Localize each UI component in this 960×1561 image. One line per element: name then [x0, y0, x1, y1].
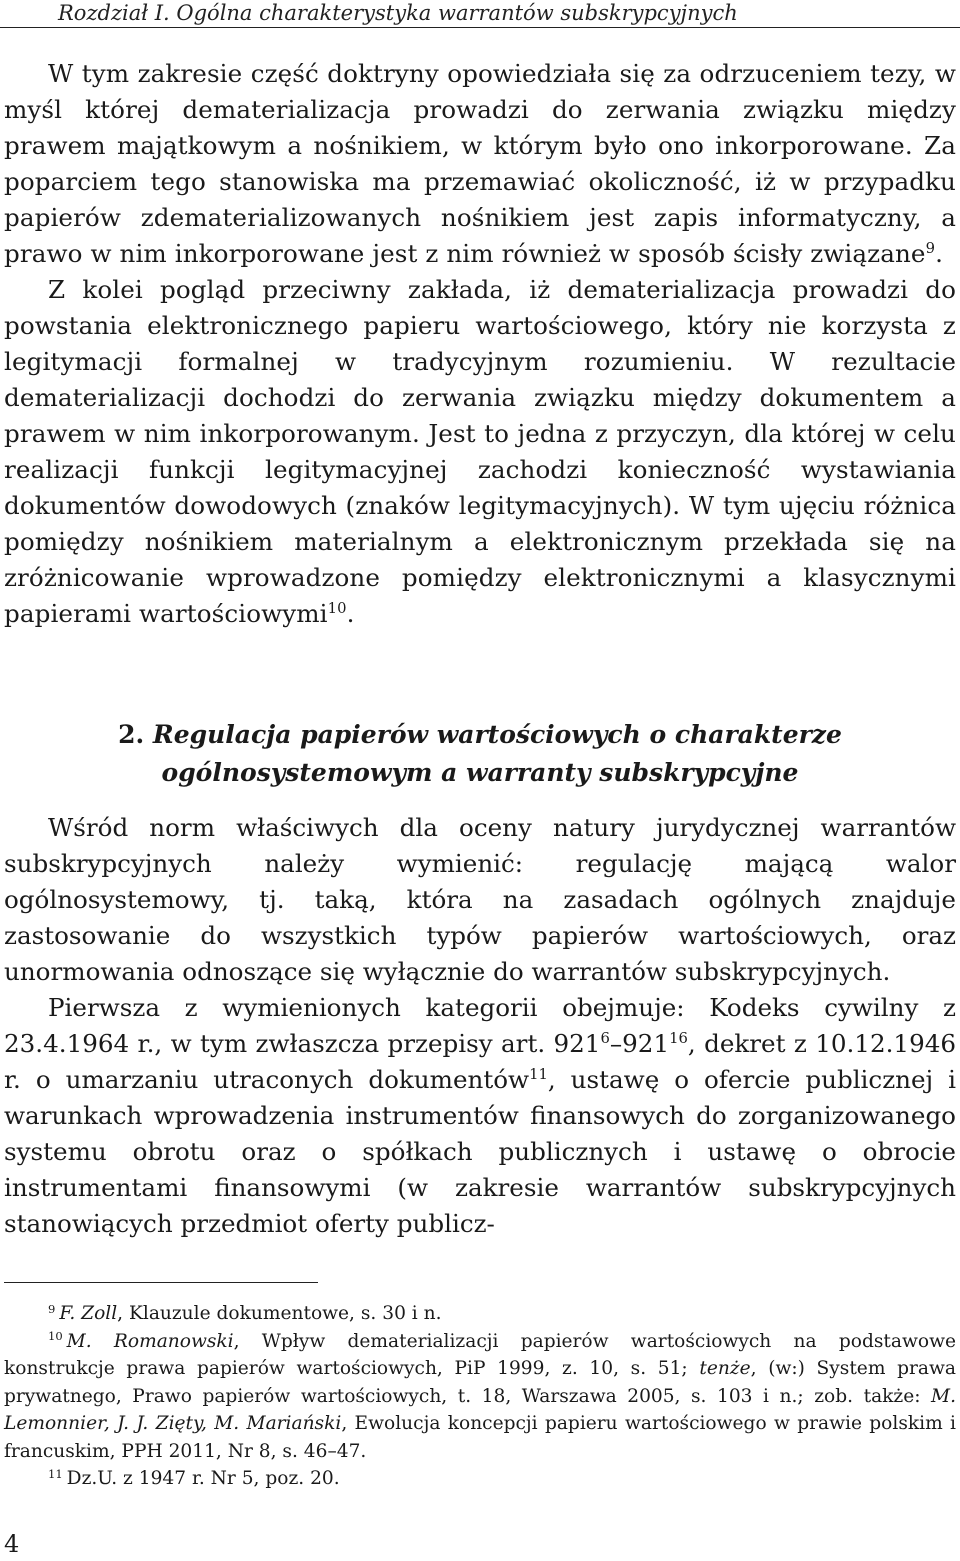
paragraph-4: Pierwsza z wymienionych kategorii obejmuje: Kodeks cywilny z 23.4.1964 r., w tym zwłaszcza przepisy art. $921^6-921^{16}$, dekret z 10.12.1946 r. o umarzaniu utraconych dokumentów$^{11}$, ustawę o ofercie publicznej i warunkach wprowadzenia instrumentów finansowych do zorganizowanego systemu obrotu oraz o spółkach publicznych i ustawę o obrocie instrumentami finansowymi (w zakresie warrantów subskrypcyjnych stanowiących przedmiot oferty publicz- — [4, 993, 957, 1238]
footnote-ref-9[interactable]: 9 — [925, 240, 936, 258]
footnote-10: $^{10}$ M. Romanowski, Wpływ dematerializacji papierów wartościowych na podstawowe konstrukcje prawa papierów wartościowych, PiP 1999, z. 10, s. 51; tenże, (w:) System prawa prywatnego, Prawo papierów wartościowych, t. 18, Warszawa 2005, s. 103 i n.; zob. także: M. Lemonnier, J. J. Zięty, M. Mariański, Ewolucja koncepcji papieru wartościowego w prawie polskim i francuskim, PPH 2011, Nr 8, s. 46–47. — [4, 1329, 956, 1462]
footnote-divider — [4, 1282, 318, 1283]
section-title-line-2: ogólnosystemowym a warranty subskrypcyjne — [161, 758, 799, 787]
footnote-11: $^{11}$ Dz.U. z 1947 r. Nr 5, poz. 20. — [48, 1466, 340, 1489]
footnote-9: $^9$ F. Zoll, Klauzule dokumentowe, s. 30 i n. — [48, 1301, 442, 1324]
footnote-ref-11[interactable]: 11 — [529, 1066, 548, 1084]
footnote-ref-10[interactable]: 10 — [327, 600, 347, 618]
footnotes — [4, 1300, 956, 1493]
paragraph-3: Wśród norm właściwych dla oceny natury jurydycznej warrantów subskrypcyjnych należy wymienić: regulację mającą walor ogólnosystemowy, tj. taką, która na zasadach ogólnych znajduje zastosowanie do wszystkich typów papierów wartościowych, oraz unormowania odnoszące się wyłącznie do warrantów subskrypcyjnych. — [4, 813, 956, 986]
body-text-lower — [4, 810, 956, 1242]
paragraph-1: W tym zakresie część doktryny opowiedziała się za odrzuceniem tezy, w myśl której dematerializacja prowadzi do zerwania związku między prawem majątkowym a nośnikiem, w którym było ono inkorporowane. Za poparciem tego stanowiska ma przemawiać okoliczność, iż w przypadku papierów zdematerializowanych nośnikiem jest zapis informatyczny, a prawo w nim inkorporowane jest z nim również w sposób ścisły związane$^9$. — [4, 59, 956, 268]
paragraph-2: Z kolei pogląd przeciwny zakłada, iż dematerializacja prowadzi do powstania elektronicznego papieru wartościowego, który nie korzysta z legitymacji formalnej w tradycyjnym rozumieniu. W rezultacie dematerializacji dochodzi do zerwania związku między dokumentem a prawem w nim inkorporowanym. Jest to jedna z przyczyn, dla której w celu realizacji funkcji legitymacyjnej zachodzi konieczność wystawiania dokumentów dowodowych (znaków legitymacyjnych). W tym ujęciu różnica pomiędzy nośnikiem materialnym a elektronicznym przekłada się na zróżnicowanie wprowadzone pomiędzy elektronicznymi a klasycznymi papierami wartościowymi$^{10}$. — [4, 275, 956, 628]
section-number: 2. — [118, 720, 145, 749]
section-heading — [0, 716, 960, 792]
running-head: Rozdział I. Ogólna charakterystyka warrantów subskrypcyjnych — [0, 0, 960, 28]
body-text-upper — [4, 56, 956, 632]
section-title-line-1: Regulacja papierów wartościowych o charakterze — [152, 720, 842, 749]
page-number: 4 — [4, 1530, 20, 1558]
